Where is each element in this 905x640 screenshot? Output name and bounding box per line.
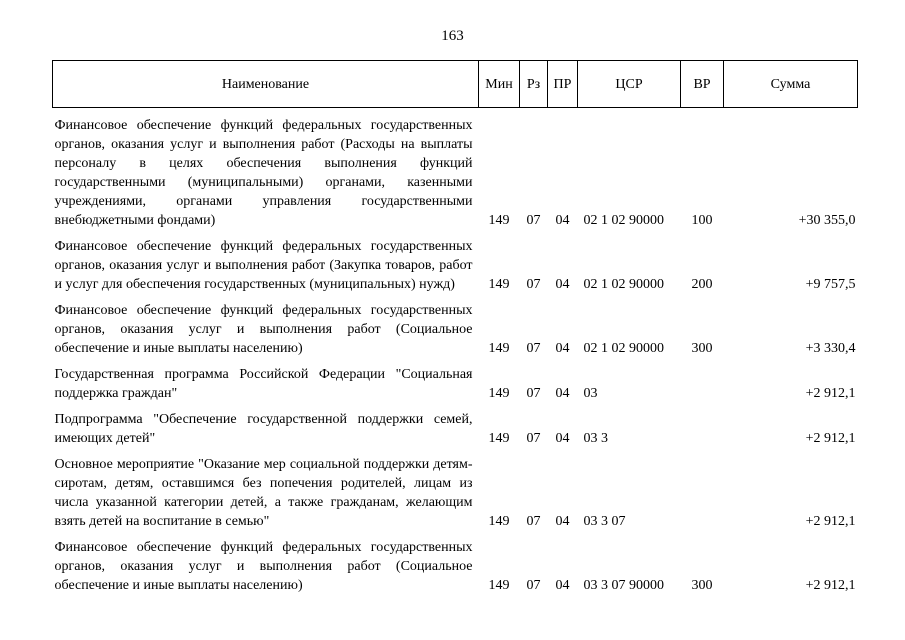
row-csr: 03 3 07: [583, 514, 626, 529]
table-body: [53, 108, 858, 596]
row-rz: 07: [526, 578, 541, 593]
row-vr: 300: [691, 578, 713, 593]
header-min: Мин: [479, 61, 520, 108]
row-rz: 07: [526, 514, 541, 529]
table-row: [53, 531, 858, 595]
header-csr: ЦСР: [578, 61, 681, 108]
row-min: 149: [488, 514, 510, 529]
page-number: 163: [441, 28, 464, 44]
row-pr: 04: [555, 431, 570, 446]
row-sum: +3 330,4: [805, 341, 856, 356]
table-row: [53, 230, 858, 294]
row-sum: +30 355,0: [798, 213, 856, 228]
budget-table: [52, 60, 858, 595]
row-vr: 200: [691, 277, 713, 292]
row-name: Финансовое обеспечение функций федеральных государственных органов, оказания услуг и выполнения работ (Закупка товаров, работ и услуг для обеспечения государственных (муниципальных) нужд): [54, 239, 473, 292]
row-rz: 07: [526, 213, 541, 228]
row-min: 149: [488, 431, 510, 446]
row-csr: 03 3 07 90000: [583, 578, 664, 593]
table-row: [53, 358, 858, 403]
row-name: Финансовое обеспечение функций федеральных государственных органов, оказания услуг и выполнения работ (Расходы на выплаты персоналу в целях обеспечения выполнения функций государственными (муниципальными) органами, казенными учреждениями, органами управления государственными внебюджетными фондами): [54, 118, 473, 228]
row-csr: 02 1 02 90000: [583, 341, 664, 356]
row-pr: 04: [555, 213, 570, 228]
row-csr: 02 1 02 90000: [583, 277, 664, 292]
row-name: Государственная программа Российской Федерации "Социальная поддержка граждан": [54, 367, 473, 401]
row-min: 149: [488, 341, 510, 356]
row-csr: 02 1 02 90000: [583, 213, 664, 228]
table-row: [53, 294, 858, 358]
row-vr: [681, 403, 724, 448]
header-sum: Сумма: [724, 61, 858, 108]
row-vr: 100: [691, 213, 713, 228]
table-row: [53, 108, 858, 231]
row-min: 149: [488, 277, 510, 292]
row-sum: +2 912,1: [805, 578, 856, 593]
row-pr: 04: [555, 386, 570, 401]
header-rz: Рз: [520, 61, 548, 108]
table-row: [53, 448, 858, 531]
row-rz: 07: [526, 386, 541, 401]
row-pr: 04: [555, 578, 570, 593]
header-vr: ВР: [681, 61, 724, 108]
table-row: [53, 403, 858, 448]
table-header: [53, 61, 858, 108]
row-pr: 04: [555, 514, 570, 529]
header-name: Наименование: [53, 61, 479, 108]
row-sum: +2 912,1: [805, 431, 856, 446]
row-min: 149: [488, 578, 510, 593]
row-name: Финансовое обеспечение функций федеральных государственных органов, оказания услуг и выполнения работ (Социальное обеспечение и иные выплаты населению): [54, 540, 473, 593]
row-min: 149: [488, 213, 510, 228]
row-vr: 300: [691, 341, 713, 356]
row-pr: 04: [555, 277, 570, 292]
header-pr: ПР: [548, 61, 578, 108]
row-sum: +2 912,1: [805, 514, 856, 529]
row-name: Основное мероприятие "Оказание мер социальной поддержки детям-сиротам, детям, оставшимся без попечения родителей, лицам из числа указанной категории детей, а также гражданам, желающим взять детей на воспитание в семью": [54, 457, 473, 529]
row-csr: 03 3: [583, 431, 608, 446]
row-name: Подпрограмма "Обеспечение государственной поддержки семей, имеющих детей": [54, 412, 473, 446]
row-rz: 07: [526, 277, 541, 292]
row-vr: [681, 358, 724, 403]
row-sum: +2 912,1: [805, 386, 856, 401]
row-name: Финансовое обеспечение функций федеральных государственных органов, оказания услуг и выполнения работ (Социальное обеспечение и иные выплаты населению): [54, 303, 473, 356]
row-rz: 07: [526, 341, 541, 356]
row-vr: [681, 448, 724, 531]
row-csr: 03: [583, 386, 598, 401]
row-min: 149: [488, 386, 510, 401]
row-rz: 07: [526, 431, 541, 446]
row-sum: +9 757,5: [805, 277, 856, 292]
row-pr: 04: [555, 341, 570, 356]
